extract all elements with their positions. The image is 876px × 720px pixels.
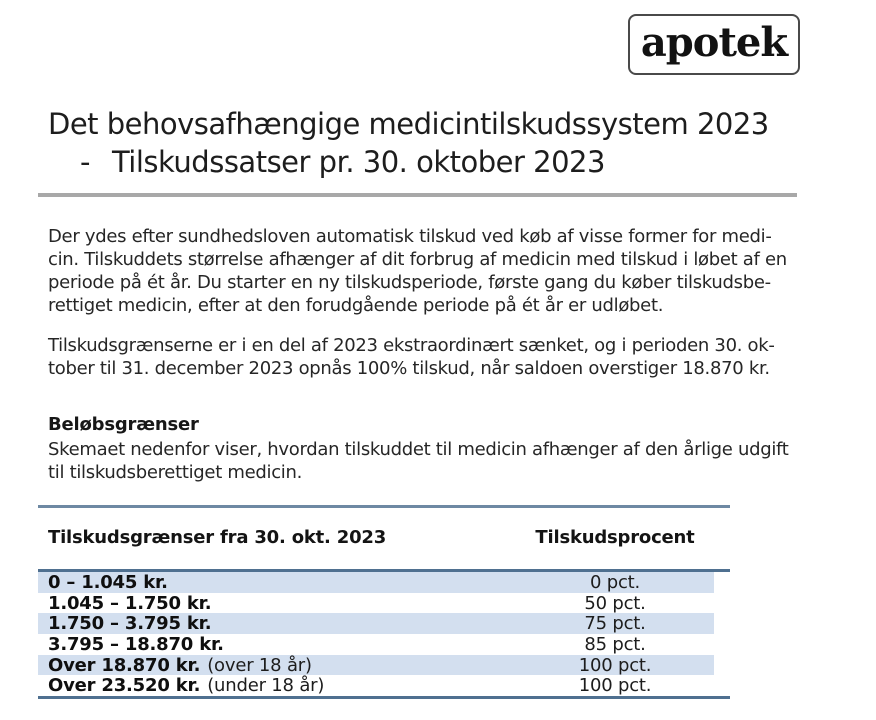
subsidy-percent-cell: 0 pct.: [589, 571, 641, 593]
table-row: [38, 572, 714, 593]
limit-range-text: 1.045 – 1.750 kr.: [48, 592, 212, 614]
apotek-logo: [628, 14, 800, 75]
subsidy-percent-cell: 75 pct.: [584, 613, 646, 635]
limit-range-cell: [38, 613, 516, 634]
subsidy-percent-cell: 100 pct.: [578, 654, 652, 676]
limit-range-cell: [38, 655, 516, 676]
limit-range-note: (under 18 år): [207, 675, 325, 697]
table-row: [38, 613, 714, 634]
limit-range-text: 1.750 – 3.795 kr.: [48, 613, 212, 635]
limit-range-note: (over 18 år): [207, 654, 312, 676]
title-divider-rule: [38, 193, 797, 197]
column-header-limits: Tilskudsgrænser fra 30. okt. 2023: [48, 527, 387, 548]
subsidy-percent-cell: 50 pct.: [584, 592, 646, 614]
paragraph-line: periode på ét år. Du starter en ny tilskudsperiode, første gang du køber tilskudsbe-: [48, 272, 771, 293]
amount-limits-paragraph: [48, 438, 789, 484]
subsidy-table: [38, 572, 714, 696]
limit-range-cell: [38, 593, 516, 614]
limit-range-text: 0 – 1.045 kr.: [48, 571, 168, 593]
page-title-line2: [48, 145, 605, 179]
limit-range-text: 3.795 – 18.870 kr.: [48, 633, 224, 655]
paragraph-line: rettiget medicin, efter at den forudgående periode på ét år er udløbet.: [48, 295, 664, 316]
title-dash: -: [80, 145, 90, 179]
page-subtitle: Tilskudssatser pr. 30. oktober 2023: [111, 145, 605, 179]
limit-range-cell: [38, 572, 516, 593]
subsidy-percent-cell: 100 pct.: [578, 675, 652, 697]
apotek-logo-text: apotek: [640, 18, 788, 66]
subsidy-table-header-row: [38, 527, 714, 548]
paragraph-line: Tilskudsgrænserne er i en del af 2023 ekstraordinært sænket, og i perioden 30. ok-: [48, 335, 775, 356]
paragraph-line: cin. Tilskuddets størrelse afhænger af dit forbrug af medicin med tilskud i løbet af en: [48, 249, 787, 270]
column-header-percent: Tilskudsprocent: [535, 527, 695, 548]
limit-range-text: Over 23.520 kr.: [48, 675, 201, 697]
table-border-bottom: [38, 696, 730, 699]
paragraph-line: Der ydes efter sundhedsloven automatisk tilskud ved køb af visse former for medi-: [48, 226, 772, 247]
table-row: [38, 675, 714, 696]
table-row: [38, 593, 714, 614]
limit-range-text: Over 18.870 kr.: [48, 654, 201, 676]
paragraph-line: tober til 31. december 2023 opnås 100% tilskud, når saldoen overstiger 18.870 kr.: [48, 358, 770, 379]
table-top-rule: [38, 505, 730, 508]
paragraph-line: til tilskudsberettiget medicin.: [48, 462, 303, 483]
paragraph-line: Skemaet nedenfor viser, hvordan tilskuddet til medicin afhænger af den årlige udgift: [48, 439, 789, 460]
intro-paragraph: [48, 225, 787, 317]
page-title-line1: Det behovsafhængige medicintilskudssystem 2023: [48, 107, 769, 141]
limit-range-cell: [38, 634, 516, 655]
table-row: [38, 634, 714, 655]
table-row: [38, 655, 714, 676]
limit-range-cell: [38, 675, 516, 696]
extraordinary-reduction-paragraph: [48, 334, 775, 380]
subsidy-percent-cell: 85 pct.: [584, 633, 646, 655]
amount-limits-heading: Beløbsgrænser: [48, 414, 199, 435]
